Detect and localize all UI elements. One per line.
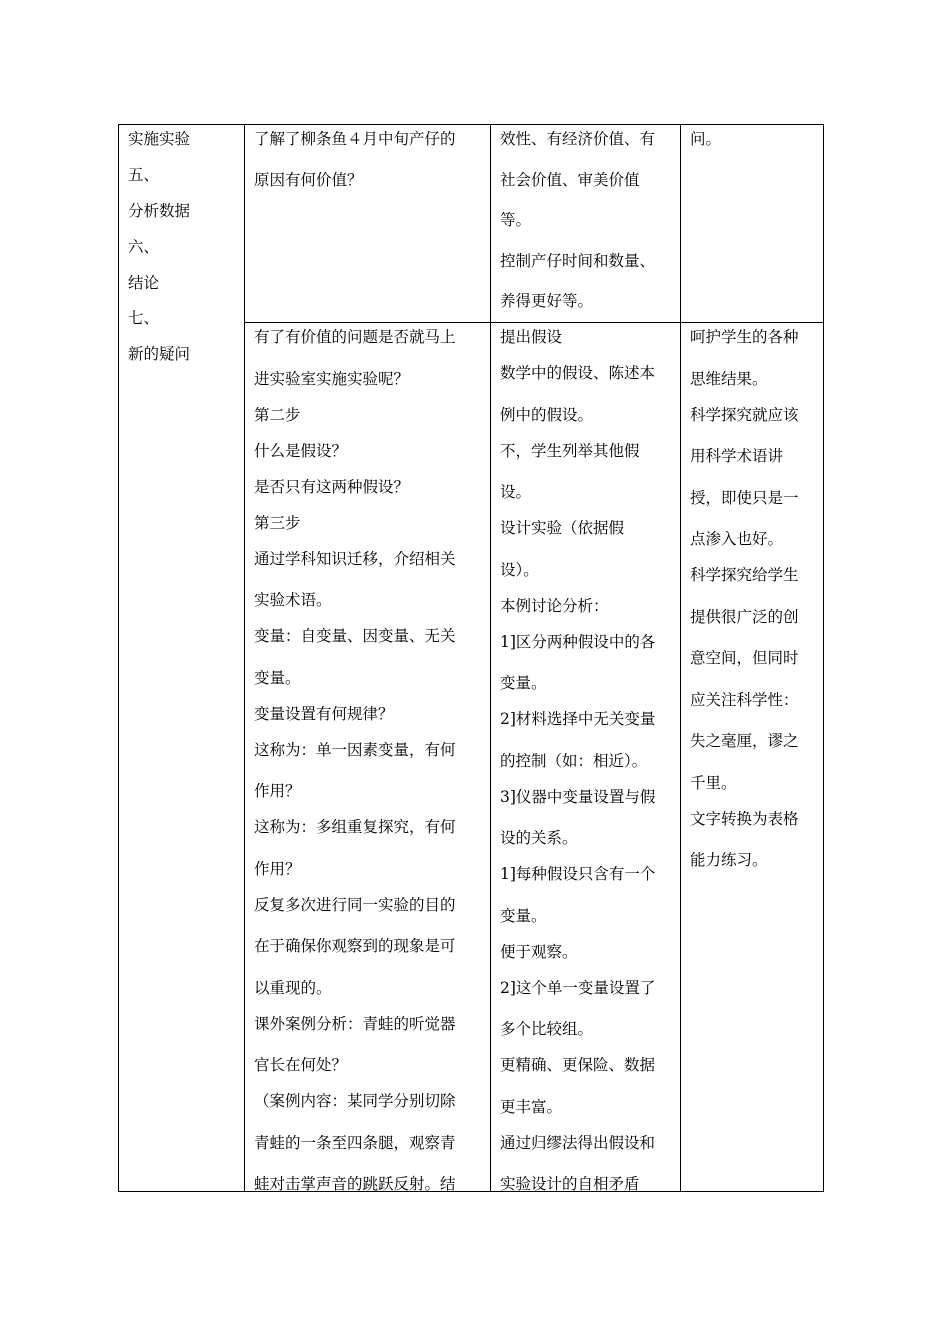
cell-text: 提供很广泛的创 <box>690 607 799 626</box>
cell-text: 作用？ <box>254 782 301 800</box>
cell-text: 官长在何处？ <box>254 1056 348 1074</box>
stage-label: 实施实验 <box>128 130 191 148</box>
cell-text: 在于确保你观察到的现象是可 <box>254 937 456 955</box>
cell-text: 反复多次进行同一实验的目的 <box>254 895 456 914</box>
cell-text: 2]这个单一变量设置了 <box>500 978 656 997</box>
cell-text: 蛙对击掌声音的跳跃反射。结 <box>254 1175 456 1193</box>
cell-text: 变量。 <box>500 906 547 925</box>
cell-text: 青蛙的一条至四条腿，观察青 <box>254 1133 456 1152</box>
cell-text: 控制产仔时间和数量、 <box>500 251 656 270</box>
cell-text: 设计实验（依据假 <box>500 519 625 537</box>
student-activity-cell <box>500 126 678 329</box>
cell-text: 这称为：多组重复探究，有何 <box>254 818 456 836</box>
design-intent-cell <box>690 324 822 883</box>
column-divider <box>490 125 491 1191</box>
cell-text: 失之毫厘，谬之 <box>690 732 799 750</box>
cell-text: 例中的假设。 <box>500 405 594 424</box>
cell-text: 科学探究就应该 <box>690 405 799 424</box>
cell-text: 进实验室实施实验呢？ <box>254 369 410 388</box>
cell-text: 能力练习。 <box>690 851 768 869</box>
cell-text: 数学中的假设、陈述本 <box>500 364 656 382</box>
cell-text: 文字转换为表格 <box>690 809 799 828</box>
stage-label: 七、 <box>128 309 160 328</box>
cell-text: 意空间，但同时 <box>690 649 799 667</box>
cell-text: 本例讨论分析： <box>500 596 609 615</box>
cell-text: 第三步 <box>254 513 301 532</box>
stage-label: 分析数据 <box>128 201 191 220</box>
stage-label: 六、 <box>128 237 160 256</box>
teacher-activity-cell <box>254 324 486 1207</box>
cell-text: 科学探究给学生 <box>690 566 799 584</box>
cell-text: 点渗入也好。 <box>690 530 784 548</box>
cell-text: 课外案例分析：青蛙的听觉器 <box>254 1014 456 1033</box>
cell-text: 了解了柳条鱼４月中旬产仔的 <box>254 130 456 148</box>
cell-text: 授，即使只是一 <box>690 488 799 507</box>
student-activity-cell <box>500 324 678 1207</box>
stage-label: 五、 <box>128 165 160 184</box>
cell-text: 实验术语。 <box>254 591 332 609</box>
cell-text: 什么是假设？ <box>254 441 348 460</box>
cell-text: 应关注科学性： <box>690 690 799 709</box>
cell-text: 等。 <box>500 211 532 229</box>
teacher-activity-cell <box>254 126 486 207</box>
cell-text: 千里。 <box>690 773 737 792</box>
cell-text: 用科学术语讲 <box>690 447 784 465</box>
lesson-table <box>118 124 824 1192</box>
cell-text: 变量。 <box>500 674 547 692</box>
cell-text: （案例内容：某同学分别切除 <box>254 1092 456 1110</box>
cell-text: 呵护学生的各种 <box>690 328 799 346</box>
cell-text: 通过学科知识迁移，介绍相关 <box>254 549 456 568</box>
stage-label: 新的疑问 <box>128 345 191 364</box>
stage-label: 结论 <box>128 273 160 292</box>
cell-text: 问。 <box>690 130 722 148</box>
stage-column-cell <box>128 126 240 377</box>
column-divider <box>244 125 245 1191</box>
cell-text: 以重现的。 <box>254 978 332 997</box>
column-divider <box>680 125 681 1191</box>
cell-text: 更精确、更保险、数据 <box>500 1056 656 1074</box>
cell-text: 2]材料选择中无关变量 <box>500 710 656 728</box>
cell-text: 社会价值、审美价值 <box>500 170 640 189</box>
cell-text: 变量设置有何规律？ <box>254 704 394 723</box>
cell-text: 是否只有这两种假设？ <box>254 477 410 496</box>
cell-text: 便于观察。 <box>500 942 578 961</box>
design-intent-cell <box>690 126 822 167</box>
cell-text: 变量：自变量、因变量、无关 <box>254 627 456 645</box>
cell-text: 第二步 <box>254 405 301 424</box>
cell-text: 变量。 <box>254 668 301 687</box>
cell-text: 养得更好等。 <box>500 292 594 310</box>
cell-text: 提出假设 <box>500 328 563 346</box>
cell-text: 原因有何价值？ <box>254 170 363 189</box>
cell-text: 作用？ <box>254 859 301 878</box>
cell-text: 多个比较组。 <box>500 1020 594 1038</box>
cell-text: 思维结果。 <box>690 369 768 388</box>
cell-text: 通过归缪法得出假设和 <box>500 1133 656 1152</box>
cell-text: 这称为：单一因素变量，有何 <box>254 740 456 759</box>
cell-text: 不，学生列举其他假 <box>500 441 640 460</box>
cell-text: 3]仪器中变量设置与假 <box>500 787 656 806</box>
cell-text: 实验设计的自相矛盾 <box>500 1175 640 1193</box>
cell-text: 1]每种假设只含有一个 <box>500 865 656 883</box>
cell-text: 设的关系。 <box>500 829 578 847</box>
cell-text: 1]区分两种假设中的各 <box>500 632 656 651</box>
cell-text: 设。 <box>500 483 532 501</box>
cell-text: 的控制（如：相近）。 <box>500 751 648 770</box>
cell-text: 设）。 <box>500 560 539 579</box>
cell-text: 更丰富。 <box>500 1097 563 1116</box>
cell-text: 效性、有经济价值、有 <box>500 130 656 148</box>
cell-text: 有了有价值的问题是否就马上 <box>254 328 456 346</box>
